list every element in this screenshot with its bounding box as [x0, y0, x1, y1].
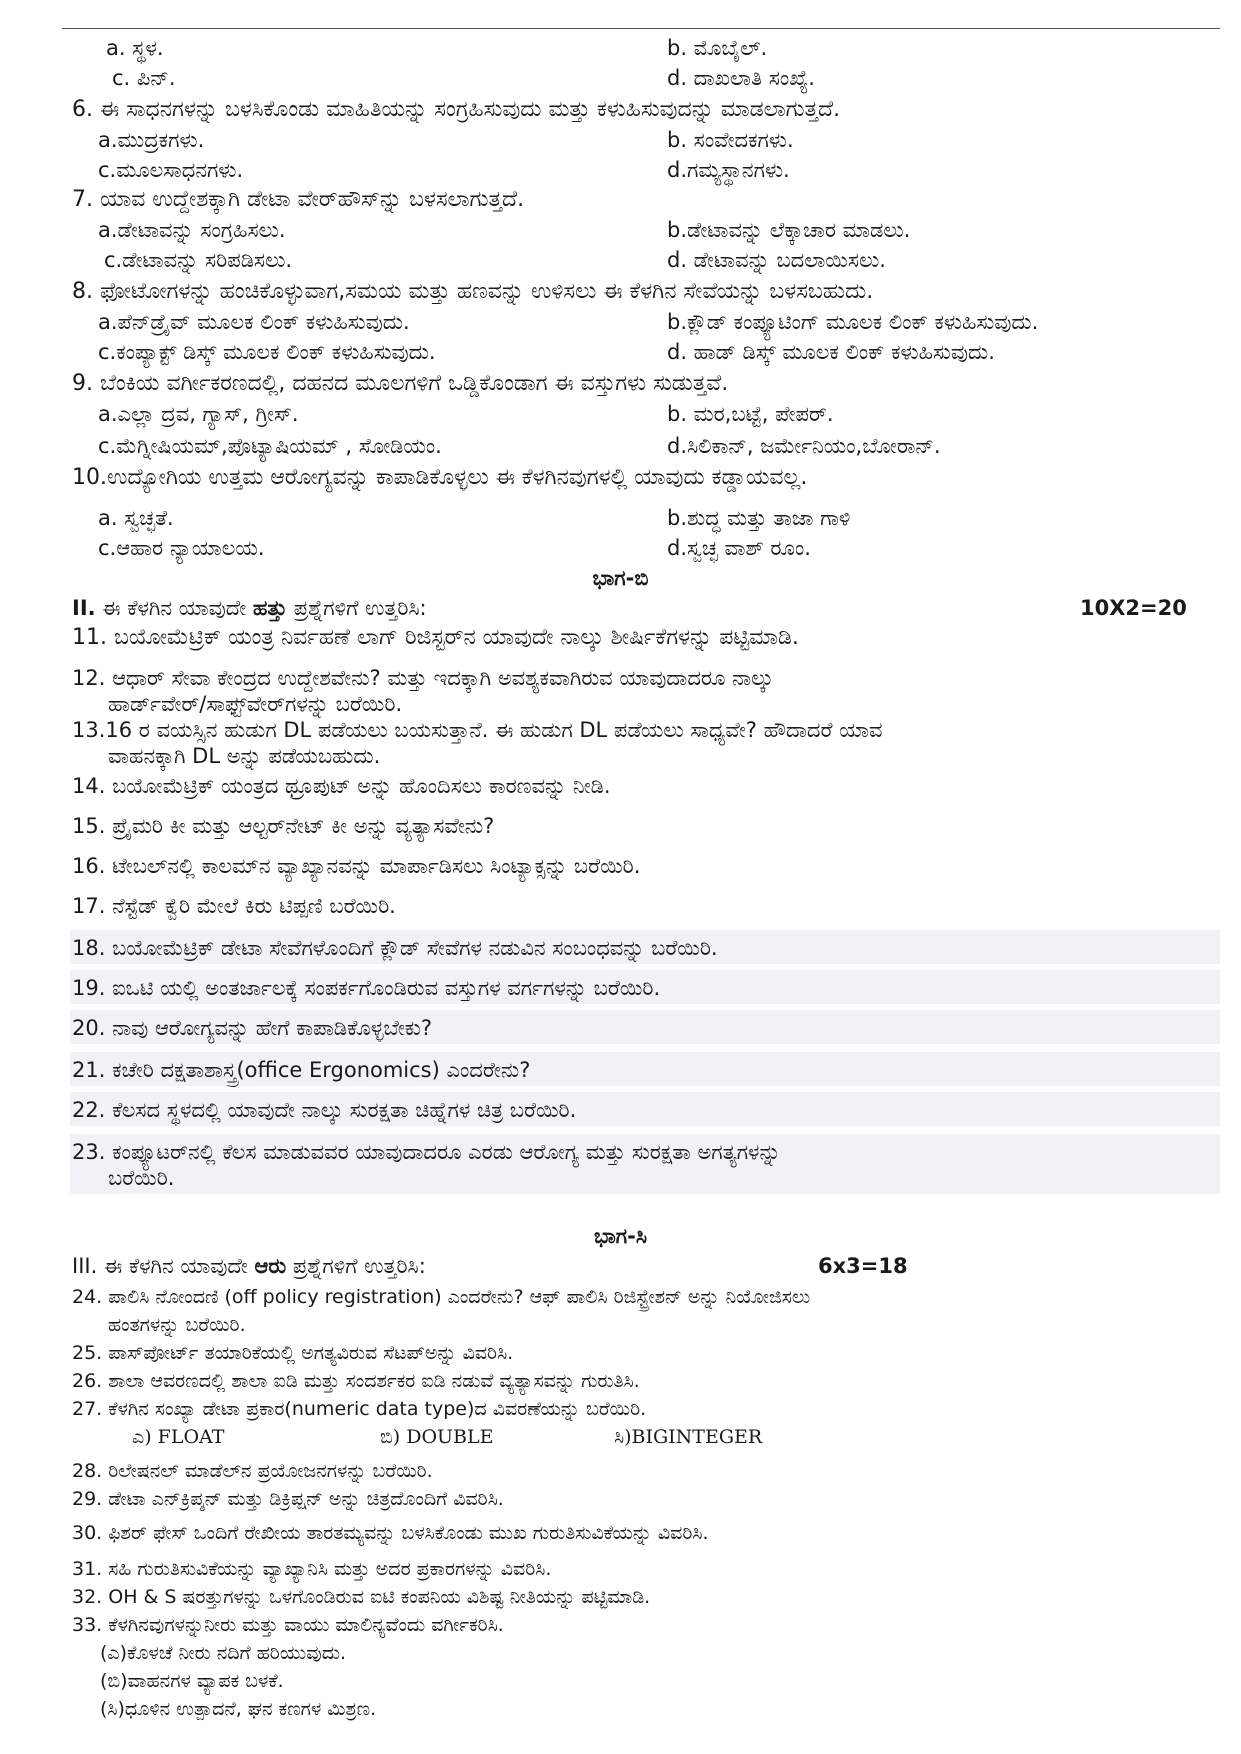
q27-type-b: ಬಿ) DOUBLE: [380, 1426, 494, 1448]
q13-text: 13.16 ರ ವಯಸ್ಸಿನ ಹುಡುಗ DL ಪಡೆಯಲು ಬಯಸುತ್ತಾನೆ. ಈ ಹುಡುಗ DL ಪಡೆಯಲು ಸಾಧ್ಯವೇ? ಹೌದಾದರೆ ಯಾವ: [72, 718, 883, 742]
q18-text: 18. ಬಯೋಮೆಟ್ರಿಕ್ ಡೇಟಾ ಸೇವೆಗಳೊಂದಿಗೆ ಕ್ಲೌಡ್ ಸೇವೆಗಳ ನಡುವಿನ ಸಂಬಂಧವನ್ನು ಬರೆಯಿರಿ.: [72, 936, 718, 960]
q11-text: 11. ಬಯೋಮೆಟ್ರಿಕ್ ಯಂತ್ರ ನಿರ್ವಹಣೆ ಲಾಗ್ ರಿಜಿಸ್ಟರ್‌ನ ಯಾವುದೇ ನಾಲ್ಕು ಶೀರ್ಷಿಕೆಗಳನ್ನು ಪಟ್ಟಿಮಾಡಿ.: [72, 625, 799, 650]
part-b-roman: II.: [72, 596, 96, 620]
part-b-instr-pre: ಈ ಕೆಳಗಿನ ಯಾವುದೇ: [95, 596, 253, 620]
part-c-heading: ಭಾಗ-ಸಿ: [594, 1224, 647, 1248]
q6-option-a: a.ಮುದ್ರಕಗಳು.: [98, 128, 205, 152]
q7-option-d: d. ಡೇಟಾವನ್ನು ಬದಲಾಯಿಸಲು.: [667, 248, 886, 272]
q7-text: 7. ಯಾವ ಉದ್ದೇಶಕ್ಕಾಗಿ ಡೇಟಾ ವೇರ್‌ಹೌಸ್‌ನ್ನು ಬಳಸಲಾಗುತ್ತದೆ.: [72, 187, 525, 212]
q5-option-c: c. ಪಿನ್.: [112, 66, 176, 90]
q15-text: 15. ಪ್ರೈಮರಿ ಕೀ ಮತ್ತು ಆಲ್ಟರ್‌ನೇಟ್ ಕೀ ಅನ್ನು ವ್ಯತ್ಯಾಸವೇನು?: [72, 814, 495, 838]
q10-option-d: d.ಸ್ವಚ್ಛ ವಾಶ್ ರೂಂ.: [667, 536, 811, 560]
q21-text: 21. ಕಚೇರಿ ದಕ್ಷತಾಶಾಸ್ತ್ರ(office Ergonomics) ಎಂದರೇನು?: [72, 1058, 531, 1082]
part-c-instr-post: ಪ್ರಶ್ನೆಗಳಿಗೆ ಉತ್ತರಿಸಿ:: [286, 1254, 426, 1278]
part-b-marks: 10X2=20: [1080, 596, 1187, 620]
q26-text: 26. ಶಾಲಾ ಆವರಣದಲ್ಲಿ ಶಾಲಾ ಐಡಿ ಮತ್ತು ಸಂದರ್ಶಕರ ಐಡಿ ನಡುವೆ ವ್ಯತ್ಯಾಸವನ್ನು ಗುರುತಿಸಿ.: [72, 1370, 640, 1392]
part-c-instr-bold: ಆರು: [254, 1254, 287, 1278]
q7-option-c: c.ಡೇಟಾವನ್ನು ಸರಿಪಡಿಸಲು.: [104, 248, 293, 272]
q28-text: 28. ರಿಲೇಷನಲ್ ಮಾಡೆಲ್‌ನ ಪ್ರಯೋಜನಗಳನ್ನು ಬರೆಯಿರಿ.: [72, 1460, 433, 1482]
q7-option-a: a.ಡೇಟಾವನ್ನು ಸಂಗ್ರಹಿಸಲು.: [98, 218, 286, 242]
q9-option-b: b. ಮರ,ಬಟ್ಟೆ, ಪೇಪರ್.: [667, 402, 834, 426]
part-c-marks: 6x3=18: [818, 1254, 908, 1278]
q16-text: 16. ಟೇಬಲ್‌ನಲ್ಲಿ ಕಾಲಮ್‌ನ ವ್ಯಾಖ್ಯಾನವನ್ನು ಮಾರ್ಪಾಡಿಸಲು ಸಿಂಟ್ಯಾಕ್ಸನ್ನು ಬರೆಯಿರಿ.: [72, 854, 641, 878]
part-b-instruction: [72, 594, 427, 622]
q27-type-c: ಸಿ)BIGINTEGER: [614, 1426, 763, 1448]
q6-option-b: b. ಸಂವೇದಕಗಳು.: [667, 128, 794, 152]
q8-option-c: c.ಕಂಪ್ಯಾಕ್ಟ್ ಡಿಸ್ಕ್ ಮೂಲಕ ಲಿಂಕ್ ಕಳುಹಿಸುವುದು.: [98, 340, 436, 364]
q24-text-cont: ಹಂತಗಳನ್ನು ಬರೆಯಿರಿ.: [108, 1314, 246, 1336]
q9-option-a: a.ಎಲ್ಲಾ ದ್ರವ, ಗ್ಯಾಸ್, ಗ್ರೀಸ್.: [98, 402, 299, 426]
q27-text: 27. ಕೆಳಗಿನ ಸಂಖ್ಯಾ ಡೇಟಾ ಪ್ರಕಾರ(numeric data type)ದ ವಿವರಣೆಯನ್ನು ಬರೆಯಿರಿ.: [72, 1398, 647, 1420]
q24-text: 24. ಪಾಲಿಸಿ ನೋಂದಣಿ (off policy registration) ಎಂದರೇನು? ಆಫ್ ಪಾಲಿಸಿ ರಿಜಿಸ್ಟ್ರೇಶನ್ ಅನ್ನು ನಿಯೋಜಿಸಲು: [72, 1286, 811, 1308]
q19-text: 19. ಐಒಟಿ ಯಲ್ಲಿ ಅಂತರ್ಜಾಲಕ್ಕೆ ಸಂಪರ್ಕಗೊಂಡಿರುವ ವಸ್ತುಗಳ ವರ್ಗಗಳನ್ನು ಬರೆಯಿರಿ.: [72, 976, 661, 1000]
q10-option-c: c.ಆಹಾರ ನ್ಯಾಯಾಲಯ.: [98, 536, 265, 560]
q12-text: 12. ಆಧಾರ್ ಸೇವಾ ಕೇಂದ್ರದ ಉದ್ದೇಶವೇನು? ಮತ್ತು ಇದಕ್ಕಾಗಿ ಅವಶ್ಯಕವಾಗಿರುವ ಯಾವುದಾದರೂ ನಾಲ್ಕು: [72, 666, 774, 690]
part-b-instr-bold: ಹತ್ತು: [252, 596, 288, 620]
q8-text: 8. ಫೋಟೋಗಳನ್ನು ಹಂಚಿಕೊಳ್ಳುವಾಗ,ಸಮಯ ಮತ್ತು ಹಣವನ್ನು ಉಳಿಸಲು ಈ ಕೆಳಗಿನ ಸೇವೆಯನ್ನು ಬಳಸಬಹುದು.: [72, 279, 874, 304]
q12-text-cont: ಹಾರ್ಡ್‌ವೇರ್/ಸಾಫ್ಟ್‌ವೇರ್‌ಗಳನ್ನು ಬರೆಯಿರಿ.: [108, 692, 403, 716]
q8-option-b: b.ಕ್ಲೌಡ್ ಕಂಪ್ಯೂಟಿಂಗ್ ಮೂಲಕ ಲಿಂಕ್ ಕಳುಹಿಸುವುದು.: [667, 310, 1039, 334]
q9-text: 9. ಬೆಂಕಿಯ ವರ್ಗೀಕರಣದಲ್ಲಿ, ದಹನದ ಮೂಲಗಳಿಗೆ ಒಡ್ಡಿಕೊಂಡಾಗ ಈ ವಸ್ತುಗಳು ಸುಡುತ್ತವೆ.: [72, 371, 729, 396]
q8-option-a: a.ಪೆನ್‌ಡ್ರೈವ್ ಮೂಲಕ ಲಿಂಕ್ ಕಳುಹಿಸುವುದು.: [98, 310, 410, 334]
q13-text-cont: ವಾಹನಕ್ಕಾಗಿ DL ಅನ್ನು ಪಡೆಯಬಹುದು.: [108, 744, 381, 768]
part-c-instr-pre: ಈ ಕೆಳಗಿನ ಯಾವುದೇ: [97, 1254, 255, 1278]
q33-item-c: (ಸಿ)ಧೂಳಿನ ಉತ್ಪಾದನೆ, ಘನ ಕಣಗಳ ಮಿಶ್ರಣ.: [100, 1698, 377, 1720]
q31-text: 31. ಸಹಿ ಗುರುತಿಸುವಿಕೆಯನ್ನು ವ್ಯಾಖ್ಯಾನಿಸಿ ಮತ್ತು ಅದರ ಪ್ರಕಾರಗಳನ್ನು ವಿವರಿಸಿ.: [72, 1558, 552, 1580]
part-c-roman: III.: [72, 1254, 98, 1278]
q33-item-a: (ಎ)ಕೊಳಚೆ ನೀರು ನದಿಗೆ ಹರಿಯುವುದು.: [100, 1642, 347, 1664]
q33-item-b: (ಬಿ)ವಾಹನಗಳ ವ್ಯಾಪಕ ಬಳಕೆ.: [100, 1670, 284, 1692]
part-b-instr-post: ಪ್ರಶ್ನೆಗಳಿಗೆ ಉತ್ತರಿಸಿ:: [287, 596, 427, 620]
part-c-instruction: [72, 1252, 426, 1280]
q8-option-d: d. ಹಾಡ್ ಡಿಸ್ಕ್ ಮೂಲಕ ಲಿಂಕ್ ಕಳುಹಿಸುವುದು.: [667, 340, 995, 364]
q14-text: 14. ಬಯೋಮೆಟ್ರಿಕ್ ಯಂತ್ರದ ಥ್ರೂಪುಟ್ ಅನ್ನು ಹೊಂದಿಸಲು ಕಾರಣವನ್ನು ನೀಡಿ.: [72, 774, 611, 798]
q20-text: 20. ನಾವು ಆರೋಗ್ಯವನ್ನು ಹೇಗೆ ಕಾಪಾಡಿಕೊಳ್ಳಬೇಕು?: [72, 1016, 433, 1040]
q9-option-c: c.ಮೆಗ್ನೀಷಿಯಮ್,ಪೊಟ್ಯಾಷಿಯಮ್ , ಸೋಡಿಯಂ.: [98, 434, 442, 458]
q7-option-b: b.ಡೇಟಾವನ್ನು ಲೆಕ್ಕಾಚಾರ ಮಾಡಲು.: [667, 218, 911, 242]
q10-option-a: a. ಸ್ವಚ್ಛತೆ.: [98, 506, 174, 530]
top-rule: [62, 28, 1220, 29]
q6-option-c: c.ಮೂಲಸಾಧನಗಳು.: [98, 158, 244, 182]
q5-option-a: a. ಸ್ಥಳ.: [106, 36, 164, 60]
q27-type-a: ಎ) FLOAT: [132, 1426, 225, 1448]
q6-text: 6. ಈ ಸಾಧನಗಳನ್ನು ಬಳಸಿಕೊಂಡು ಮಾಹಿತಿಯನ್ನು ಸಂಗ್ರಹಿಸುವುದು ಮತ್ತು ಕಳುಹಿಸುವುದನ್ನು ಮಾಡಲಾಗುತ್ತದೆ.: [72, 97, 841, 122]
q30-text: 30. ಫಿಶರ್ ಫೇಸ್ ಒಂದಿಗೆ ರೇಖೀಯ ತಾರತಮ್ಯವನ್ನು ಬಳಸಿಕೊಂಡು ಮುಖ ಗುರುತಿಸುವಿಕೆಯನ್ನು ವಿವರಿಸಿ.: [72, 1522, 709, 1544]
q22-text: 22. ಕೆಲಸದ ಸ್ಥಳದಲ್ಲಿ ಯಾವುದೇ ನಾಲ್ಕು ಸುರಕ್ಷತಾ ಚಿಹ್ನೆಗಳ ಚಿತ್ರ ಬರೆಯಿರಿ.: [72, 1098, 577, 1122]
part-b-heading: ಭಾಗ-ಬಿ: [592, 566, 649, 590]
q32-text: 32. OH & S ಷರತ್ತುಗಳನ್ನು ಒಳಗೊಂಡಿರುವ ಐಟಿ ಕಂಪನಿಯ ವಿಶಿಷ್ಟ ನೀತಿಯನ್ನು ಪಟ್ಟಿಮಾಡಿ.: [72, 1586, 651, 1608]
q25-text: 25. ಪಾಸ್‌ಪೋರ್ಟ್ ತಯಾರಿಕೆಯಲ್ಲಿ ಅಗತ್ಯವಿರುವ ಸೆಟಪ್‌ಅನ್ನು ವಿವರಿಸಿ.: [72, 1342, 514, 1364]
q17-text: 17. ನೆಸ್ಟೆಡ್ ಕ್ವೆರಿ ಮೇಲೆ ಕಿರು ಟಿಪ್ಪಣಿ ಬರೆಯಿರಿ.: [72, 894, 396, 918]
q5-option-d: d. ದಾಖಲಾತಿ ಸಂಖ್ಯೆ.: [667, 66, 815, 90]
q23-text: 23. ಕಂಪ್ಯೂಟರ್‌ನಲ್ಲಿ ಕೆಲಸ ಮಾಡುವವರ ಯಾವುದಾದರೂ ಎರಡು ಆರೋಗ್ಯ ಮತ್ತು ಸುರಕ್ಷತಾ ಅಗತ್ಯಗಳನ್ನು: [72, 1140, 781, 1164]
q6-option-d: d.ಗಮ್ಯಸ್ಥಾನಗಳು.: [667, 158, 790, 182]
q33-text: 33. ಕೆಳಗಿನವುಗಳನ್ನುನೀರು ಮತ್ತು ವಾಯು ಮಾಲಿನ್ಯವೆಂದು ವರ್ಗೀಕರಿಸಿ.: [72, 1614, 504, 1636]
q9-option-d: d.ಸಿಲಿಕಾನ್, ಜರ್ಮೇನಿಯಂ,ಬೋರಾನ್.: [667, 434, 941, 458]
q10-text: 10.ಉದ್ಯೋಗಿಯ ಉತ್ತಮ ಆರೋಗ್ಯವನ್ನು ಕಾಪಾಡಿಕೊಳ್ಳಲು ಈ ಕೆಳಗಿನವುಗಳಲ್ಲಿ ಯಾವುದು ಕಡ್ಡಾಯವಲ್ಲ.: [72, 465, 808, 490]
q23-text-cont: ಬರೆಯಿರಿ.: [108, 1166, 175, 1190]
q5-option-b: b. ಮೊಬೈಲ್.: [667, 36, 768, 60]
q10-option-b: b.ಶುದ್ಧ ಮತ್ತು ತಾಜಾ ಗಾಳಿ: [667, 506, 851, 530]
q29-text: 29. ಡೇಟಾ ಎನ್‌ಕ್ರಿಪ್ಶನ್ ಮತ್ತು ಡಿಕ್ರಿಪ್ಷನ್ ಅನ್ನು ಚಿತ್ರದೊಂದಿಗೆ ವಿವರಿಸಿ.: [72, 1488, 504, 1510]
